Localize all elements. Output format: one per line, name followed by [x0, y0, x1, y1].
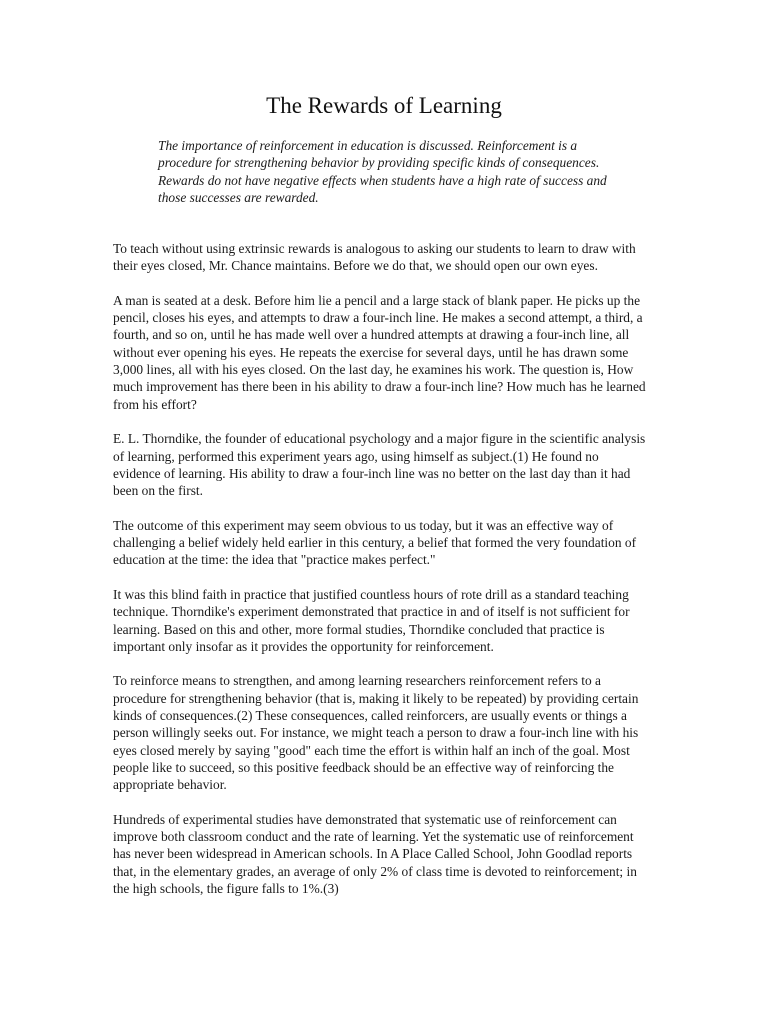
body-paragraph: It was this blind faith in practice that justified countless hours of rote drill as a standard teaching technique. Thorndike's experiment demonstrated that practice in and of itself is not sufficient for learning. Based on this and other, more formal studies, Thorndike concluded that practice is important only insofar as it provides the opportunity for reinforcement.	[113, 586, 630, 654]
body-paragraph: To teach without using extrinsic rewards is analogous to asking our students to learn to draw with their eyes closed, Mr. Chance maintains. Before we do that, we should open our own eyes.	[113, 241, 636, 274]
body-paragraph: E. L. Thorndike, the founder of educational psychology and a major figure in the scientific analysis of learning, performed this experiment years ago, using himself as subject.(1) He found no evidence of learning. His ability to draw a four-inch line was no better on the last day than it had been on the first.	[113, 431, 646, 499]
body-paragraph: Hundreds of experimental studies have demonstrated that systematic use of reinforcement can improve both classroom conduct and the rate of learning. Yet the systematic use of reinforcement has never been widespread in American schools. In A Place Called School, John Goodlad reports that, in the elementary grades, an average of only 2% of class time is devoted to reinforcement; in the high schools, the figure falls to 1%.(3)	[113, 811, 637, 896]
body-paragraph: To reinforce means to strengthen, and among learning researchers reinforcement refers to a procedure for strengthening behavior (that is, making it likely to be repeated) by providing certain kinds of consequences.(2) These consequences, called reinforcers, are usually events or things a person willingly seeks out. For instance, we might teach a person to draw a four-inch line with his eyes closed merely by saying "good" each time the effort is within half an inch of the goal. Most people like to succeed, so this positive feedback should be an effective way of reinforcing the appropriate behavior.	[113, 673, 639, 793]
body-paragraph: The outcome of this experiment may seem obvious to us today, but it was an effective way of challenging a belief widely held earlier in this century, a belief that formed the very foundation of education at the time: the idea that "practice makes perfect."	[113, 517, 637, 568]
document-abstract: The importance of reinforcement in education is discussed. Reinforcement is a procedure for strengthening behavior by providing specific kinds of consequences. Rewards do not have negative effects when students have a high rate of success and those successes are rewarded.	[158, 138, 607, 205]
document-body	[113, 240, 647, 915]
body-paragraph: A man is seated at a desk. Before him lie a pencil and a large stack of blank paper. He picks up the pencil, closes his eyes, and attempts to draw a four-inch line. He makes a second attempt, a third, a fourth, and so on, until he has made well over a hundred attempts at drawing a four-inch line, all without ever opening his eyes. He repeats the exercise for several days, until he has drawn some 3,000 lines, all with his eyes closed. On the last day, he examines his work. The question is, How much improvement has there been in his ability to draw a four-inch line? How much has he learned from his effort?	[113, 292, 646, 412]
document-title: The Rewards of Learning	[266, 93, 502, 118]
